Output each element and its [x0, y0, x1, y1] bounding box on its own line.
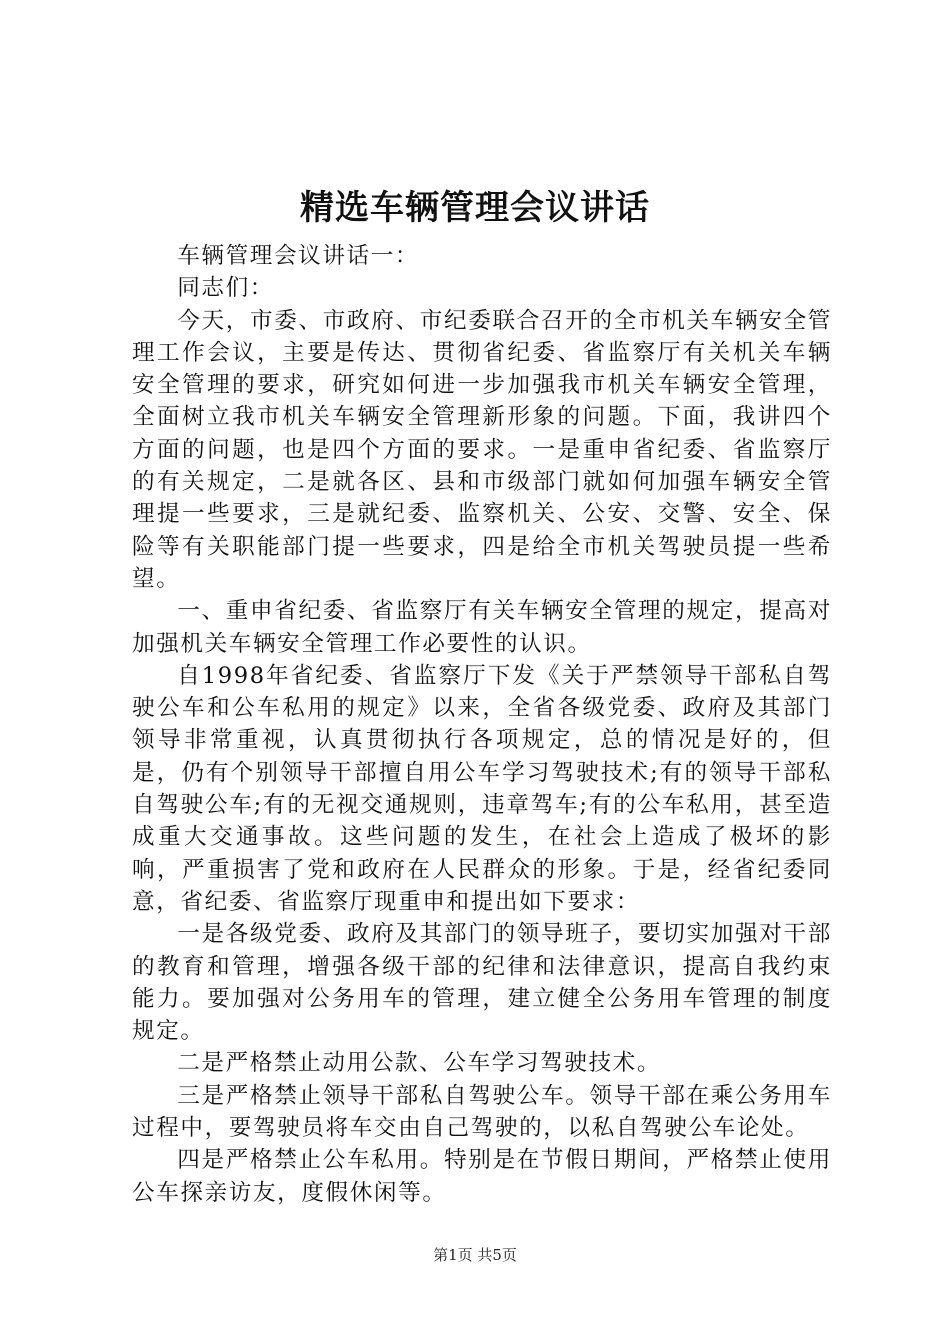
paragraph: 今天，市委、市政府、市纪委联合召开的全市机关车辆安全管理工作会议，主要是传达、贯彻省纪委、省监察厅有关机关车辆安全管理的要求，研究如何进一步加强我市机关车辆安全管理，全面树立我市机关车辆安全管理新形象的问题。下面，我讲四个方面的问题，也是四个方面的要求。一是重申省纪委、省监察厅的有关规定，二是就各区、县和市级部门就如何加强车辆安全管理提一些要求，三是就纪委、监察机关、公安、交警、安全、保险等有关职能部门提一些要求，四是给全市机关驾驶员提一些希望。	[132, 307, 832, 592]
paragraph: 自1998年省纪委、省监察厅下发《关于严禁领导干部私自驾驶公车和公车私用的规定》以来，全省各级党委、政府及其部门领导非常重视，认真贯彻执行各项规定，总的情况是好的，但是，仍有个别领导干部擅自用公车学习驾驶技术;有的领导干部私自驾驶公车;有的无视交通规则，违章驾车;有的公车私用，甚至造成重大交通事故。这些问题的发生，在社会上造成了极坏的影响，严重损害了党和政府在人民群众的形象。于是，经省纪委同意，省纪委、省监察厅现重申和提出如下要求：	[132, 662, 832, 915]
page-footer: 第1页 共5页	[433, 1246, 517, 1264]
document-title: 精选车辆管理会议讲话	[300, 188, 650, 228]
paragraph: 三是严格禁止领导干部私自驾驶公车。领导干部在乘公务用车过程中，要驾驶员将车交由自己驾驶的，以私自驾驶公车论处。	[132, 1082, 832, 1142]
document-body	[132, 240, 832, 1209]
paragraph: 四是严格禁止公车私用。特别是在节假日期间，严格禁止使用公车探亲访友，度假休闲等。	[132, 1147, 832, 1206]
paragraph-salutation: 同志们：	[177, 275, 274, 302]
paragraph: 二是严格禁止动用公款、公车学习驾驶技术。	[177, 1050, 662, 1077]
paragraph: 一、重申省纪委、省监察厅有关车辆安全管理的规定，提高对加强机关车辆安全管理工作必要性的认识。	[132, 598, 832, 657]
paragraph-heading: 车辆管理会议讲话一：	[177, 243, 420, 269]
paragraph: 一是各级党委、政府及其部门的领导班子，要切实加强对干部的教育和管理，增强各级干部的纪律和法律意识，提高自我约束能力。要加强对公务用车的管理，建立健全公务用车管理的制度规定。	[132, 921, 832, 1045]
